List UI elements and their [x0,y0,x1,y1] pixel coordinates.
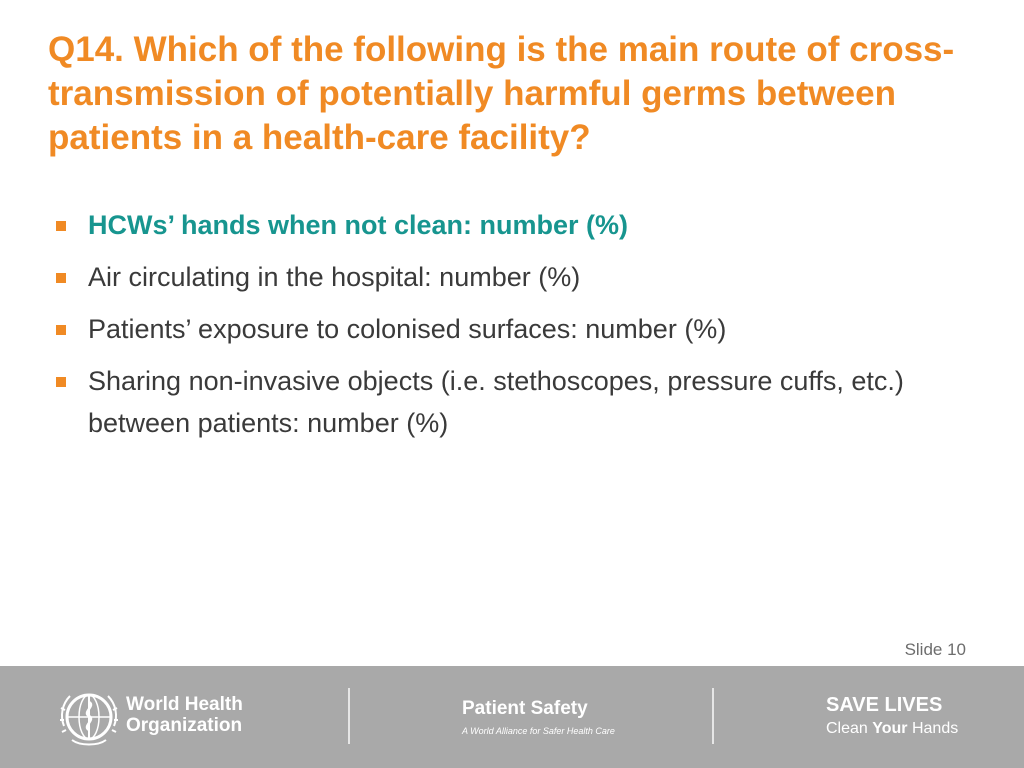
bullet-item-air [48,256,978,298]
footer-bar [0,666,1024,768]
clean-bold: Your [872,720,908,737]
bullet-item-surfaces [48,308,978,350]
bullet-text: Patients’ exposure to colonised surfaces: number (%) [88,314,727,344]
who-line-2: Organization [126,715,243,736]
patient-safety-subtitle: A World Alliance for Safer Health Care [462,726,615,736]
square-bullet-icon [56,377,66,387]
clean-post: Hands [907,720,959,737]
slide-title: Q14. Which of the following is the main route of cross-transmission of potentially harmful germs between patients in a health-care facility? [48,30,955,157]
clean-your-hands-tagline [826,720,958,738]
patient-safety-title: Patient Safety [462,698,588,719]
who-line-1: World Health [126,694,243,715]
square-bullet-icon [56,273,66,283]
footer-divider [712,688,714,744]
bullet-text: HCWs’ hands when not clean: number (%) [88,210,629,240]
bullet-item-hcw-hands [48,204,978,246]
slide-number: Slide 10 [904,640,966,659]
save-lives-title: SAVE LIVES [826,694,943,716]
bullet-item-shared-objects [48,360,978,444]
who-wordmark [126,694,243,736]
bullet-text: Air circulating in the hospital: number (%) [88,262,581,292]
footer-divider [348,688,350,744]
clean-pre: Clean [826,720,873,737]
answer-options-list [48,204,978,454]
bullet-text: Sharing non-invasive objects (i.e. stethoscopes, pressure cuffs, etc.) between patients: number (%) [88,366,904,438]
square-bullet-icon [56,325,66,335]
square-bullet-icon [56,221,66,231]
who-emblem-icon [58,686,120,748]
